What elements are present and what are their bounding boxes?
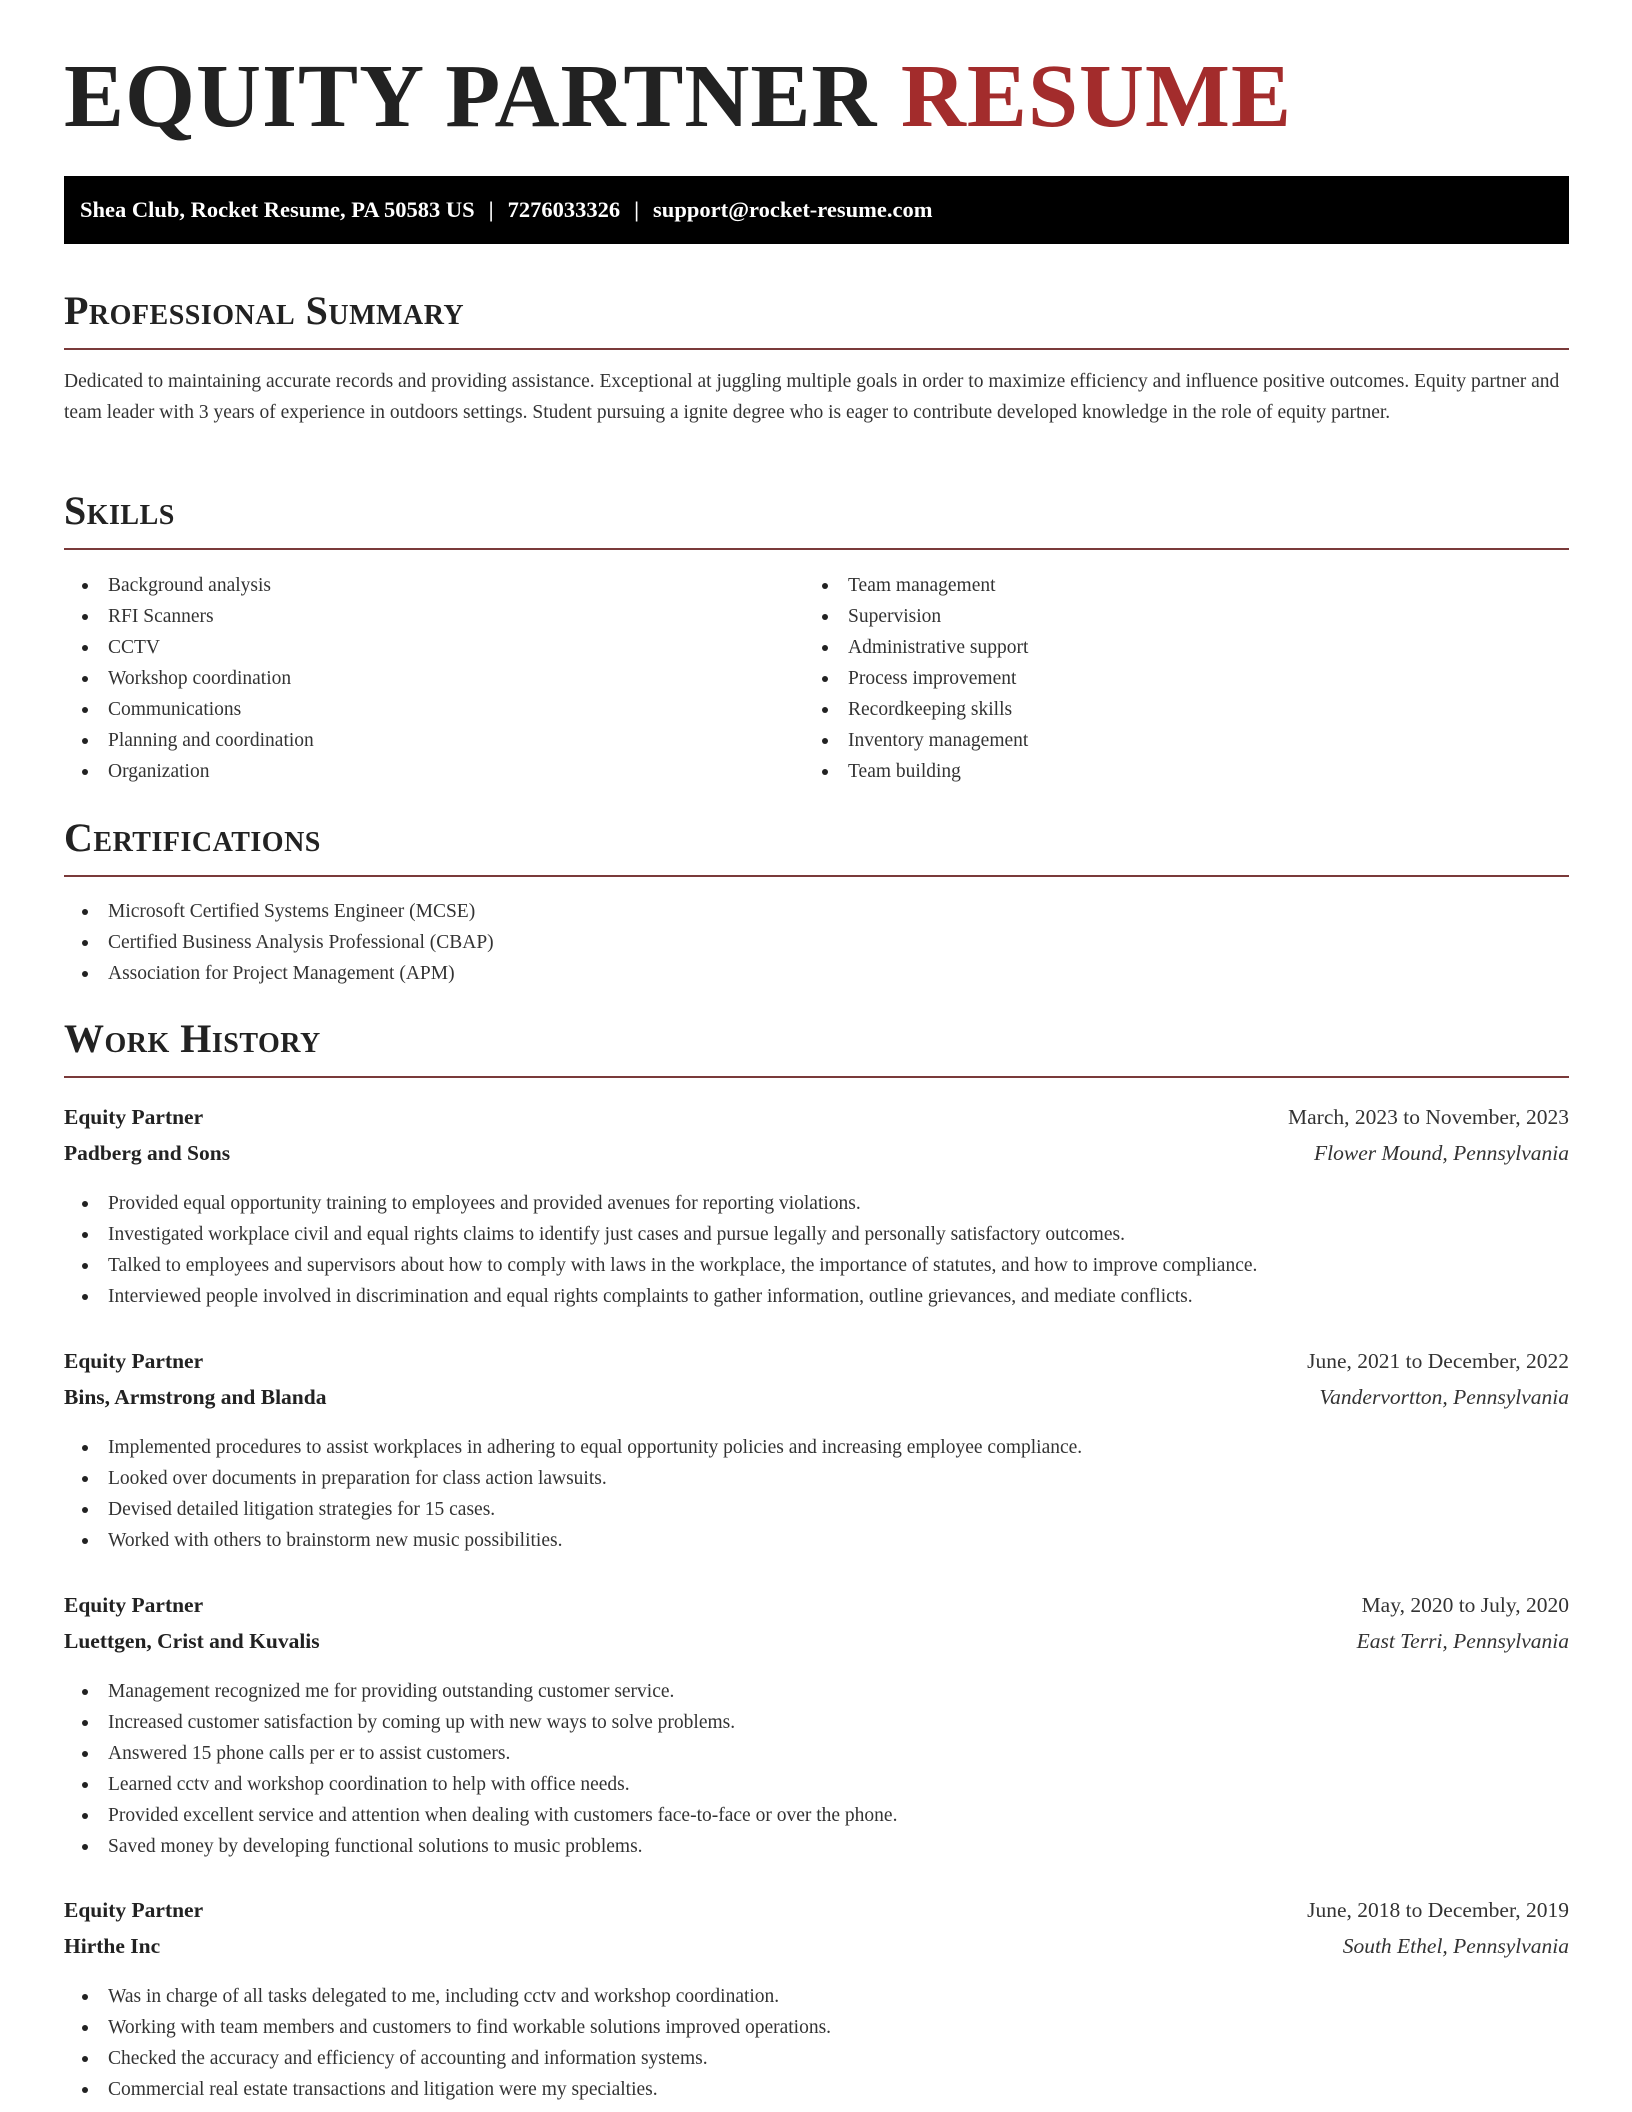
job-dates: June, 2021 to December, 2022 (1307, 1349, 1569, 1373)
skill-item: Inventory management (804, 725, 1028, 756)
work-history-section (64, 1016, 1569, 1061)
skill-item: Recordkeeping skills (804, 694, 1028, 725)
job-location: South Ethel, Pennsylvania (1342, 1934, 1569, 1958)
skill-item: CCTV (64, 632, 314, 663)
contact-address: Shea Club, Rocket Resume, PA 50583 US (80, 197, 475, 222)
skills-list-left (64, 570, 314, 787)
skill-item: Team building (804, 756, 1028, 787)
job-bullet: Commercial real estate transactions and litigation were my specialties. (64, 2074, 831, 2105)
job-bullet: Provided excellent service and attention when dealing with customers face-to-face or over the phone. (64, 1800, 897, 1831)
job-company-row (64, 1626, 1569, 1656)
job-bullet: Implemented procedures to assist workplaces in adhering to equal opportunity policies and increasing employee compliance. (64, 1432, 1082, 1463)
skill-item: Communications (64, 694, 314, 725)
contact-phone: 7276033326 (507, 197, 621, 222)
job-bullet: Devised detailed litigation strategies for 15 cases. (64, 1494, 1082, 1525)
section-heading-summary: Professional Summary (64, 288, 465, 333)
job-bullet: Worked with others to brainstorm new music possibilities. (64, 1525, 1082, 1556)
job-bullet: Working with team members and customers to find workable solutions improved operations. (64, 2012, 831, 2043)
job-bullet: Talked to employees and supervisors about how to comply with laws in the workplace, the importance of statutes, and how to improve compliance. (64, 1250, 1257, 1281)
skill-item: Planning and coordination (64, 725, 314, 756)
skill-item: Process improvement (804, 663, 1028, 694)
skill-item: Workshop coordination (64, 663, 314, 694)
job-bullets (64, 1432, 1082, 1556)
job-dates: June, 2018 to December, 2019 (1307, 1898, 1569, 1922)
job-bullet: Management recognized me for providing outstanding customer service. (64, 1676, 897, 1707)
skill-item: RFI Scanners (64, 601, 314, 632)
job-company: Padberg and Sons (64, 1141, 231, 1165)
skill-item: Administrative support (804, 632, 1028, 663)
skill-item: Supervision (804, 601, 1028, 632)
contact-bar (64, 176, 1569, 244)
certification-item: Certified Business Analysis Professional (CBAP) (64, 927, 494, 958)
job-company-row (64, 1931, 1569, 1961)
summary-text: Dedicated to maintaining accurate records and providing assistance. Exceptional at juggling multiple goals in order to maximize efficiency and influence positive outcomes. Equity partner and team leader with 3 years of experience in outdoors settings. Student pursuing a ignite degree who is eager to contribute developed knowledge in the role of equity partner. (64, 371, 1560, 423)
job-header-row (64, 1346, 1569, 1376)
skills-list-right (804, 570, 1028, 787)
job-bullet: Interviewed people involved in discrimination and equal rights complaints to gather information, outline grievances, and mediate conflicts. (64, 1281, 1257, 1312)
job-bullet: Learned cctv and workshop coordination to help with office needs. (64, 1769, 897, 1800)
section-divider (64, 348, 1569, 350)
job-bullets (64, 1981, 831, 2105)
job-company-row (64, 1382, 1569, 1412)
job-dates: March, 2023 to November, 2023 (1288, 1105, 1569, 1129)
job-bullet: Looked over documents in preparation for class action lawsuits. (64, 1463, 1082, 1494)
certifications-list (64, 896, 494, 989)
job-bullet: Answered 15 phone calls per er to assist customers. (64, 1738, 897, 1769)
job-bullet: Provided equal opportunity training to employees and provided avenues for reporting violations. (64, 1188, 1257, 1219)
job-bullet: Checked the accuracy and efficiency of accounting and information systems. (64, 2043, 831, 2074)
job-title: Equity Partner (64, 1105, 204, 1129)
skill-item: Background analysis (64, 570, 314, 601)
job-company-row (64, 1138, 1569, 1168)
job-location: Flower Mound, Pennsylvania (1314, 1141, 1569, 1165)
certification-item: Microsoft Certified Systems Engineer (MCSE) (64, 896, 494, 927)
summary-section (64, 288, 1569, 333)
certifications-section (64, 815, 1569, 860)
certification-item: Association for Project Management (APM) (64, 958, 494, 989)
job-title: Equity Partner (64, 1349, 204, 1373)
job-title: Equity Partner (64, 1593, 204, 1617)
section-heading-work-history: Work History (64, 1016, 321, 1061)
job-bullets (64, 1676, 897, 1862)
job-title: Equity Partner (64, 1898, 204, 1922)
section-divider (64, 548, 1569, 550)
section-heading-skills: Skills (64, 488, 175, 533)
job-location: East Terri, Pennsylvania (1356, 1629, 1569, 1653)
job-bullet: Increased customer satisfaction by coming up with new ways to solve problems. (64, 1707, 897, 1738)
job-header-row (64, 1102, 1569, 1132)
job-bullet: Investigated workplace civil and equal rights claims to identify just cases and pursue legally and personally satisfactory outcomes. (64, 1219, 1257, 1250)
resume-title-main: EQUITY PARTNER (64, 47, 878, 146)
job-header-row (64, 1590, 1569, 1620)
job-dates: May, 2020 to July, 2020 (1361, 1593, 1569, 1617)
job-header-row (64, 1895, 1569, 1925)
section-divider (64, 1076, 1569, 1078)
section-divider (64, 875, 1569, 877)
job-company: Luettgen, Crist and Kuvalis (64, 1629, 320, 1653)
contact-separator: | (488, 197, 494, 222)
job-company: Hirthe Inc (64, 1934, 161, 1958)
skill-item: Organization (64, 756, 314, 787)
section-heading-certifications: Certifications (64, 815, 321, 860)
contact-separator: | (634, 197, 640, 222)
job-bullets (64, 1188, 1257, 1312)
job-bullet: Saved money by developing functional solutions to music problems. (64, 1831, 897, 1862)
skill-item: Team management (804, 570, 1028, 601)
job-company: Bins, Armstrong and Blanda (64, 1385, 327, 1409)
resume-title-accent: RESUME (900, 47, 1292, 146)
resume-title (64, 47, 1292, 146)
contact-email: support@rocket-resume.com (653, 197, 933, 222)
job-location: Vandervortton, Pennsylvania (1319, 1385, 1569, 1409)
job-bullet: Was in charge of all tasks delegated to me, including cctv and workshop coordination. (64, 1981, 831, 2012)
skills-section (64, 488, 1569, 533)
